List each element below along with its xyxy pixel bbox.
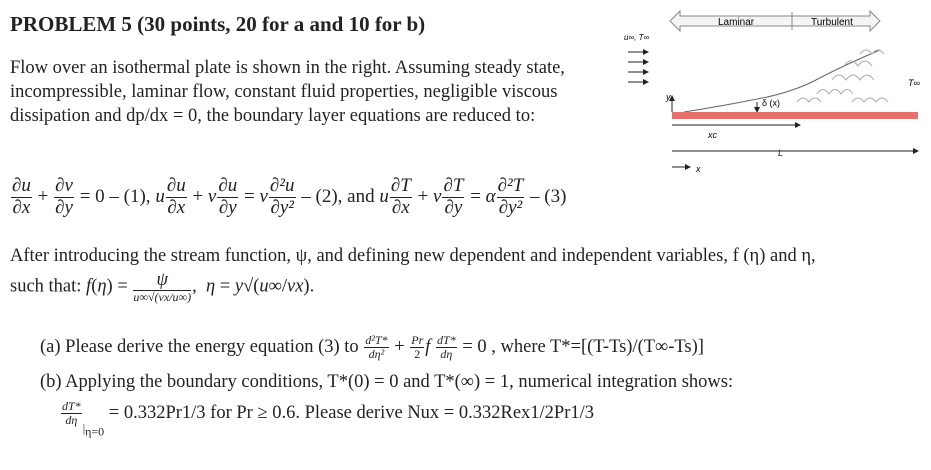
heated-plate <box>672 112 918 119</box>
inflow-arrows <box>628 52 648 82</box>
part-a-suffix: = 0 , where T*=[(T-Ts)/(T∞-Ts)] <box>462 336 704 357</box>
boundary-layer-equations: $\frac{\partial u}{\partial x}$ + $\frac{\partial v}{\partial y}$ = 0 – (1), u $\frac{\partial u}{\partial x}$ + v $\frac{\partial u}{\partial y}$ = ν $\frac{\text{∂²u}}{\text{∂y²}}$ – (2), and u $\frac{\partial T}{\partial x}$ + v $\frac{\partial T}{\partial y}$ = α $\frac{\text{∂²T}}{\text{∂y²}}$ – (3) <box>12 175 567 218</box>
label-L: L <box>778 148 784 158</box>
such-that-label: such that: <box>10 276 82 297</box>
part-b-result: $\frac{dT*}{d\eta}$ $_{|_{\eta=0}}$ = 0.332Pr1/3 for Pr ≥ 0.6. Please derive Nux = 0.332Rex1/2Pr1/3 <box>62 399 595 439</box>
part-b-result-text: = 0.332Pr1/3 for Pr ≥ 0.6. Please derive Nux = 0.332Rex1/2Pr1/3 <box>108 402 595 423</box>
similarity-variables: such that: f(η) = $\frac{\psi}{u\infty√(\nu x/u\infty)}$ , η = y√(u∞/νx). <box>10 270 315 305</box>
turbulent-eddies <box>797 50 888 102</box>
eq-tag-3: (3) <box>544 185 567 207</box>
label-laminar: Laminar <box>718 17 755 28</box>
part-a: (a) Please derive the energy equation (3) to $\frac{\text{d²T*}}{\text{dη²}}$ + $\frac{Pr}{2}$ f $\frac{dT*}{d\eta}$ = 0 , where T*=[(T-Ts)/(T∞-Ts)] <box>40 333 704 362</box>
label-inflow: u∞, T∞ <box>624 33 650 42</box>
label-delta: δ (x) <box>762 98 781 108</box>
part-a-prefix: (a) Please derive the energy equation (3) to <box>40 336 359 357</box>
label-x: x <box>696 164 701 174</box>
problem-intro: Flow over an isothermal plate is shown in the right. Assuming steady state, incompressible, laminar flow, constant fluid properties, negligible viscous dissipation and dp/dx = 0, the boundary layer equations are reduced to: <box>10 58 565 126</box>
problem-title: PROBLEM 5 (30 points, 20 for a and 10 for b) <box>10 12 426 36</box>
stream-function-text: After introducing the stream function, ψ, and defining new dependent and independent variables, f (η) and η, <box>10 246 816 266</box>
eq-tag-1: (1), <box>123 185 151 207</box>
label-turbulent: Turbulent <box>811 17 853 28</box>
label-Tinf: T∞ <box>908 78 920 88</box>
label-y: y <box>666 92 671 102</box>
boundary-layer-edge <box>684 50 880 112</box>
flat-plate-boundary-layer-figure <box>612 0 930 180</box>
label-xc: xc <box>708 130 717 140</box>
part-b: (b) Applying the boundary conditions, T*(0) = 0 and T*(∞) = 1, numerical integration shows: <box>40 372 734 392</box>
eq-tag-2: (2), and <box>315 185 375 207</box>
